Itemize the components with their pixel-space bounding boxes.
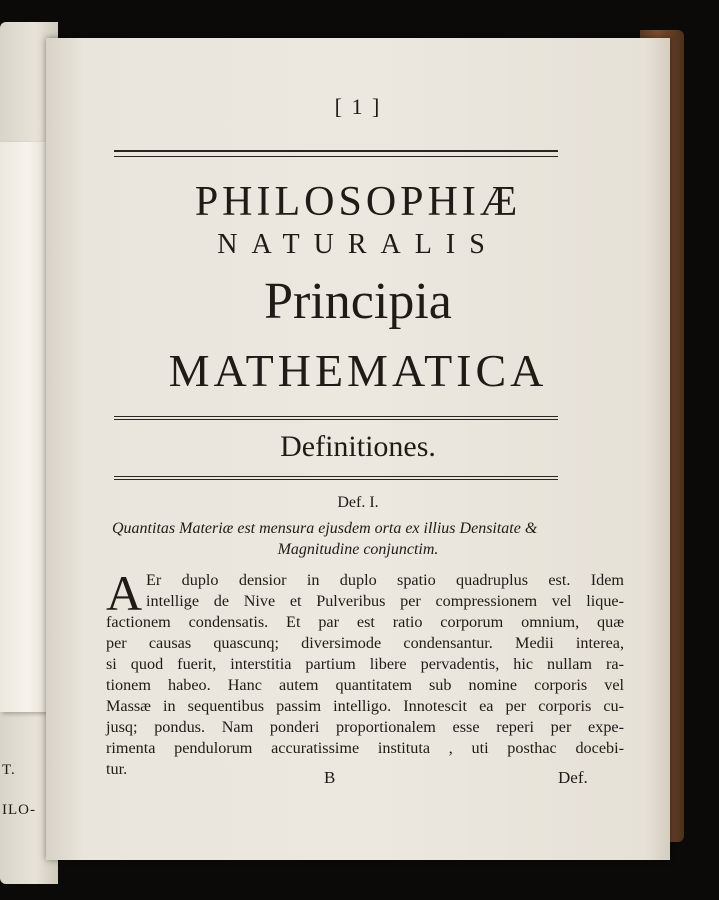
signature-mark: B [324, 768, 336, 787]
body-line: rimenta pendulorum accuratissime instituta , uti posthac docebi- [106, 739, 624, 757]
body-line: intellige de Nive et Pulveribus per compressionem vel lique- [146, 592, 624, 610]
title-line-mathematica: MATHEMATICA [168, 345, 548, 396]
definition-label: Def. I. [337, 494, 379, 511]
body-line: Massæ in sequentibus passim intelligo. Innotescit ea per corporis cu- [106, 697, 624, 715]
body-line: jusq; pondus. Nam ponderi proportionalem esse reperi per expe- [106, 718, 624, 736]
definition-text-line-1: Quantitas Materiæ est mensura ejusdem orta ex illius Densitate & [112, 520, 538, 537]
body-line: factionem condensatis. Et par est ratio corporum omnium, quæ [106, 613, 624, 631]
heading-rule-1 [114, 476, 558, 477]
title-line-principia: Principia [264, 273, 452, 330]
body-line: si quod fuerit, interstitia partium libere pervadentis, hic nullam ra- [106, 655, 624, 673]
title-page [46, 38, 670, 860]
title-line-philosophiae: PHILOSOPHIÆ [194, 179, 522, 225]
left-page-fragment-1: T. [2, 762, 16, 778]
section-heading: Definitiones. [280, 430, 436, 463]
body-line: Er duplo densior in duplo spatio quadruplus est. Idem [146, 571, 624, 589]
top-rule-thick [114, 150, 558, 152]
body-line: tur. [106, 760, 128, 778]
definition-text-line-2: Magnitudine conjunctim. [277, 541, 439, 558]
catchword: Def. [558, 768, 588, 787]
body-text [106, 565, 624, 780]
page-number: [ 1 ] [334, 94, 382, 119]
drop-cap: A [106, 565, 143, 621]
top-rule-thin [114, 156, 558, 157]
heading-rule-2 [114, 479, 558, 480]
mid-rule-2 [114, 419, 558, 420]
body-line: tionem habeo. Hanc autem quantitatem sub nomine corporis vel [106, 676, 624, 694]
title-line-naturalis: NATURALIS [217, 229, 499, 260]
left-page-fragment-2: ILO- [2, 802, 36, 818]
body-line: per causas quascunq; diversimode condensantur. Medii interea, [106, 634, 624, 652]
mid-rule-1 [114, 416, 558, 417]
